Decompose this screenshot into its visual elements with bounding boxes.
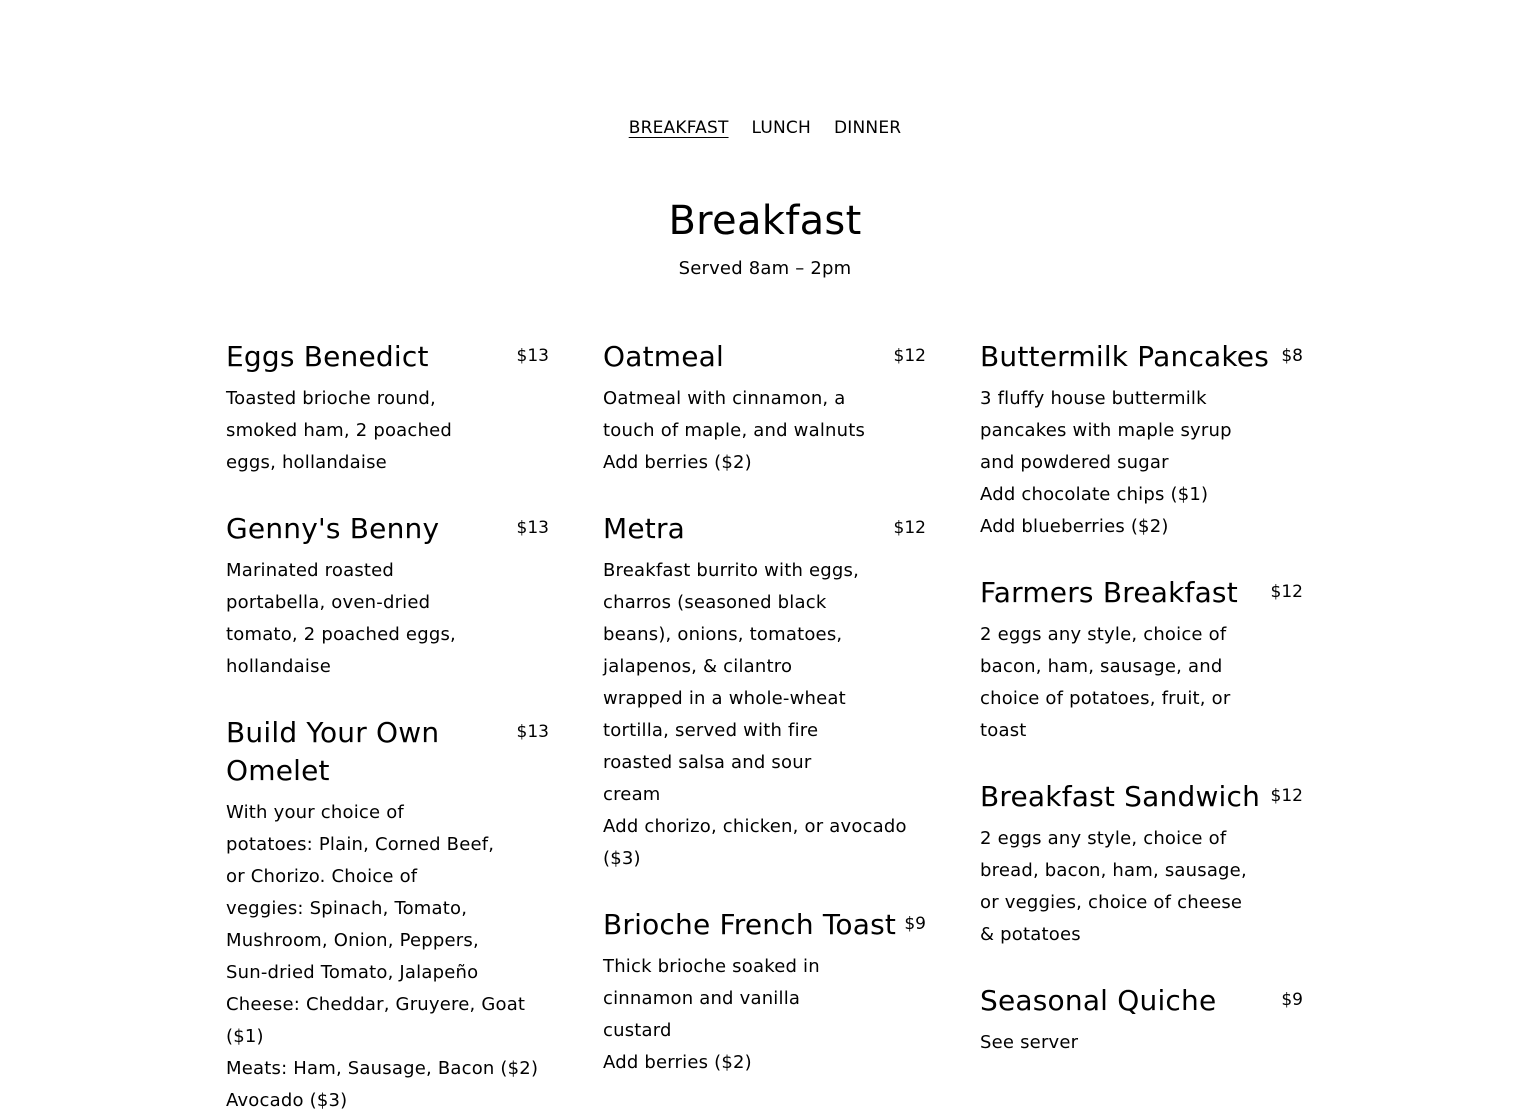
item-addon: Add chocolate chips ($1)	[980, 484, 1209, 505]
item-addon: Add blueberries ($2)	[980, 516, 1169, 537]
item-name: Metra	[603, 512, 686, 545]
item-price: $13	[516, 722, 549, 742]
item-price: $13	[516, 346, 549, 366]
item-price: $9	[1281, 990, 1303, 1010]
item-name: Genny's Benny	[226, 512, 440, 545]
menu-item	[226, 338, 549, 479]
item-addon: Cheese: Cheddar, Gruyere, Goat ($1)	[226, 994, 526, 1047]
item-description: 2 eggs any style, choice of bread, bacon, ham, sausage, or veggies, choice of cheese & potatoes	[980, 828, 1247, 945]
item-name: Farmers Breakfast	[980, 576, 1238, 609]
item-description: Thick brioche soaked in cinnamon and vanilla custard	[603, 956, 820, 1041]
item-description: Oatmeal with cinnamon, a touch of maple, and walnuts	[603, 388, 866, 441]
menu-item	[980, 574, 1303, 747]
item-name: Eggs Benedict	[226, 340, 429, 373]
item-description: Marinated roasted portabella, oven-dried tomato, 2 poached eggs, hollandaise	[226, 560, 456, 677]
menu-column-1	[226, 338, 549, 1119]
menu-item	[980, 338, 1303, 543]
item-description: 3 fluffy house buttermilk pancakes with maple syrup and powdered sugar	[980, 388, 1232, 473]
item-price: $12	[1270, 786, 1303, 806]
menu-item	[603, 906, 926, 1079]
item-price: $9	[904, 914, 926, 934]
menu-item	[980, 778, 1303, 951]
item-addon: Add chorizo, chicken, or avocado ($3)	[603, 816, 907, 869]
item-price: $12	[893, 518, 926, 538]
menu-item	[603, 510, 926, 875]
menu-subtitle: Served 8am – 2pm	[678, 258, 852, 279]
item-addon: Meats: Ham, Sausage, Bacon ($2)	[226, 1058, 539, 1079]
item-name: Seasonal Quiche	[980, 984, 1217, 1017]
item-name: Build Your Own Omelet	[226, 716, 440, 787]
item-name: Brioche French Toast	[603, 908, 897, 941]
item-price: $13	[516, 518, 549, 538]
item-addon: Avocado ($3)	[226, 1090, 348, 1111]
menu-item	[226, 510, 549, 683]
tab-dinner[interactable]: DINNER	[833, 118, 902, 138]
item-name: Breakfast Sandwich	[980, 780, 1261, 813]
item-addon: Add berries ($2)	[603, 452, 752, 473]
menu-column-2	[603, 338, 926, 1110]
item-addon: Add berries ($2)	[603, 1052, 752, 1073]
tab-breakfast[interactable]: BREAKFAST	[628, 118, 729, 138]
item-name: Buttermilk Pancakes	[980, 340, 1270, 373]
menu-title: Breakfast	[668, 198, 862, 244]
item-price: $12	[1270, 582, 1303, 602]
item-description: See server	[980, 1032, 1079, 1053]
menu-column-3	[980, 338, 1303, 1090]
tab-lunch[interactable]: LUNCH	[751, 118, 811, 138]
item-description: Breakfast burrito with eggs, charros (seasoned black beans), onions, tomatoes, jalapenos, & cilantro wrapped in a whole-wheat tortilla, served with fire roasted salsa and sour cream	[603, 560, 860, 805]
item-description: 2 eggs any style, choice of bacon, ham, sausage, and choice of potatoes, fruit, or toast	[980, 624, 1231, 741]
item-description: Toasted brioche round, smoked ham, 2 poached eggs, hollandaise	[226, 388, 452, 473]
menu-item	[226, 714, 549, 1117]
item-name: Oatmeal	[603, 340, 725, 373]
item-price: $8	[1281, 346, 1303, 366]
menu-item	[603, 338, 926, 479]
item-price: $12	[893, 346, 926, 366]
item-description: With your choice of potatoes: Plain, Corned Beef, or Chorizo. Choice of veggies: Spinach, Tomato, Mushroom, Onion, Peppers, Sun-dried Tomato, Jalapeño	[226, 802, 495, 983]
menu-tabs	[0, 118, 1530, 138]
menu-item	[980, 982, 1303, 1059]
